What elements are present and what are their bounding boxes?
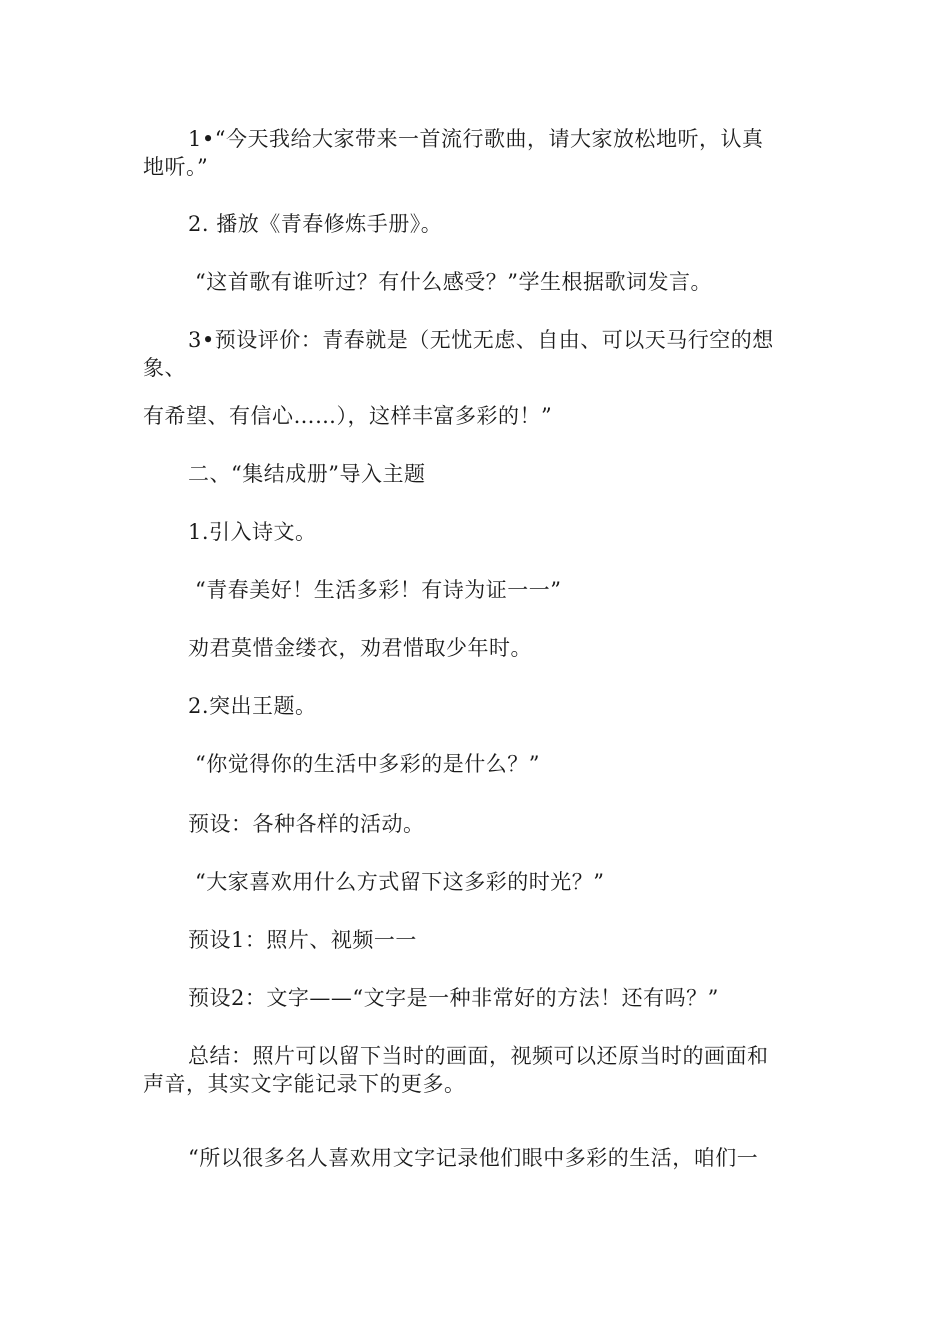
paragraph-line: “你觉得你的生活中多彩的是什么？”	[195, 752, 540, 776]
paragraph-line: “所以很多名人喜欢用文字记录他们眼中多彩的生活，咱们一	[188, 1146, 759, 1170]
paragraph-line: 2. 播放《青春修炼手册》。	[188, 212, 443, 236]
section-heading: 二、“集结成册”导入主题	[188, 462, 426, 486]
paragraph-line: 声音，其实文字能记录下的更多。	[143, 1072, 466, 1096]
paragraph-line: 有希望、有信心……），这样丰富多彩的！”	[143, 404, 553, 428]
paragraph-line: “青春美好！生活多彩！有诗为证一一”	[195, 578, 562, 602]
paragraph-line: 预设1：照片、视频一一	[188, 928, 417, 952]
paragraph-line: 预设2：文字——“文字是一种非常好的方法！还有吗？”	[188, 986, 719, 1010]
paragraph-line: 3•预设评价：青春就是（无忧无虑、自由、可以天马行空的想	[188, 328, 774, 352]
poem-line: 劝君莫惜金缕衣，劝君惜取少年时。	[188, 636, 532, 660]
paragraph-line: 象、	[143, 356, 186, 380]
paragraph-line: 地听。”	[143, 155, 209, 179]
paragraph-line: “这首歌有谁听过？有什么感受？”学生根据歌词发言。	[195, 270, 712, 294]
paragraph-line: 总结：照片可以留下当时的画面，视频可以还原当时的画面和	[188, 1044, 769, 1068]
paragraph-line: 预设：各种各样的活动。	[188, 812, 425, 836]
paragraph-line: 2.突出王题。	[188, 694, 317, 718]
paragraph-line: 1.引入诗文。	[188, 520, 317, 544]
paragraph-line: 1•“今天我给大家带来一首流行歌曲，请大家放松地听，认真	[188, 127, 764, 151]
paragraph-line: “大家喜欢用什么方式留下这多彩的时光？”	[195, 870, 605, 894]
